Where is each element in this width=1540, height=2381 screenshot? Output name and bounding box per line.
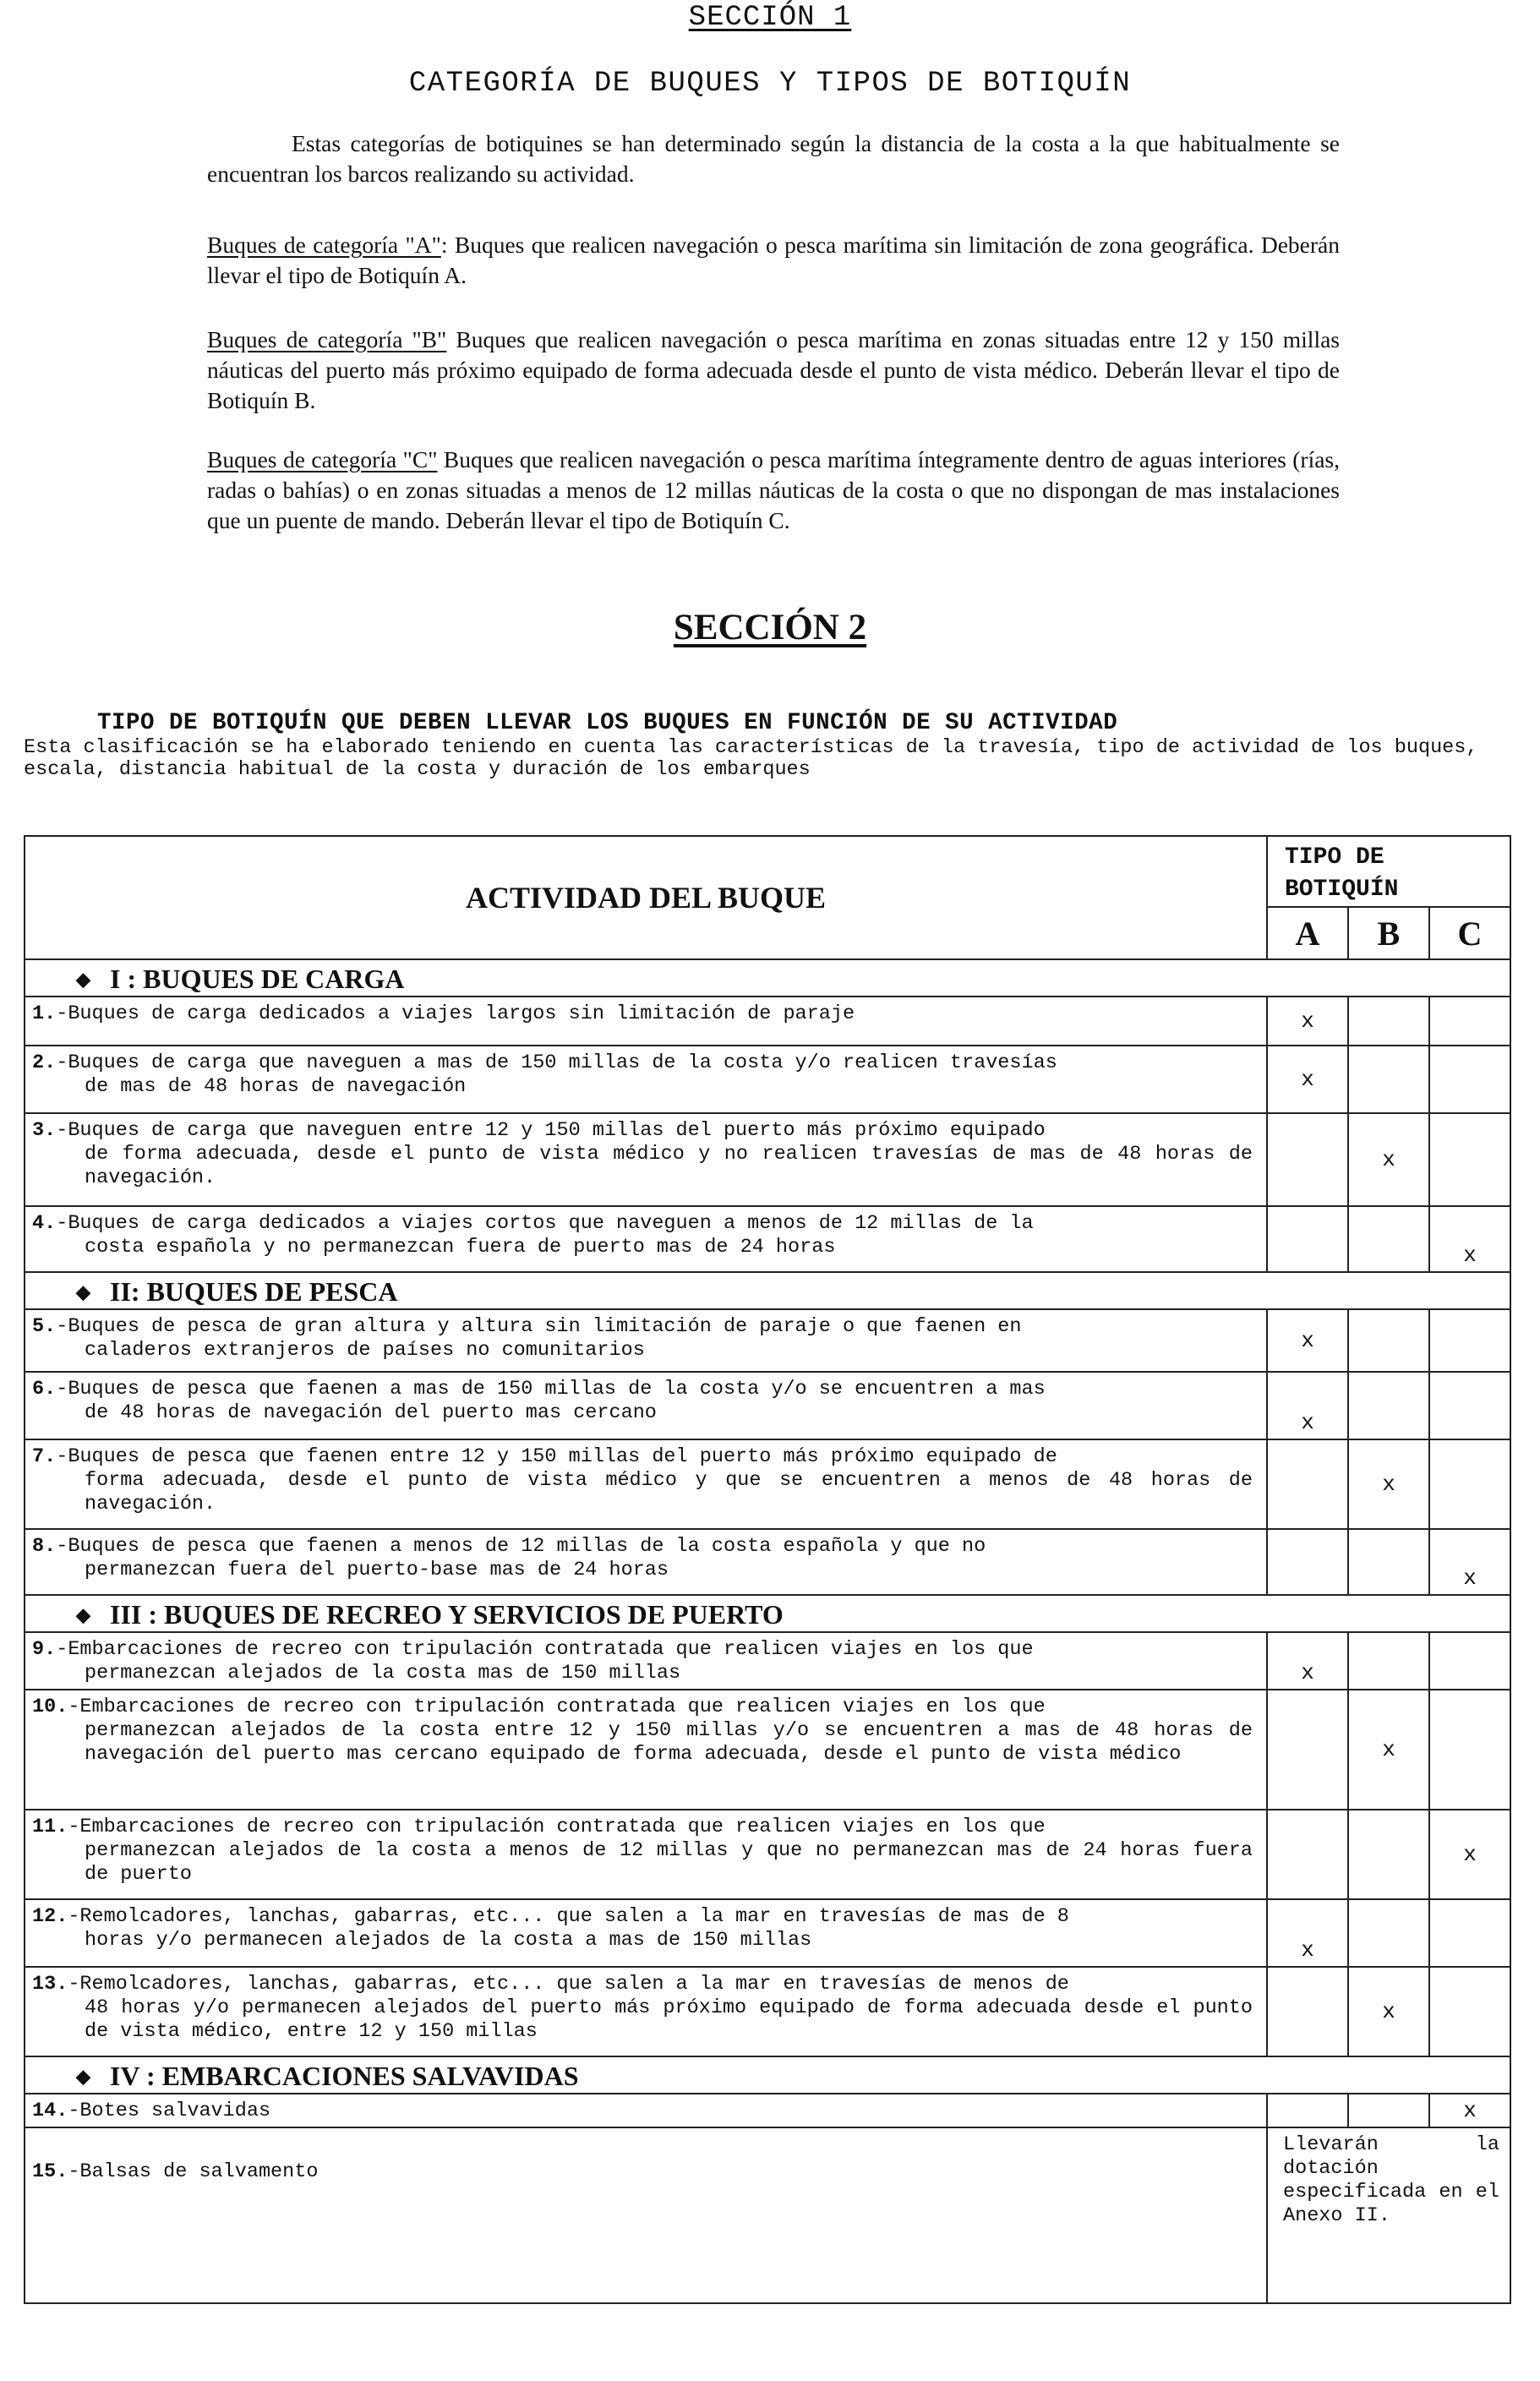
item-number: 14. bbox=[32, 2100, 68, 2122]
item-number: 1. bbox=[32, 1002, 57, 1025]
kit-b-mark bbox=[1348, 1529, 1429, 1595]
kit-a-mark bbox=[1267, 1309, 1348, 1372]
activity-description bbox=[25, 997, 1267, 1046]
item-text-continued: 48 horas y/o permanecen alejados del puerto más próximo equipado de forma adecuada desde el punto de vista médico, entre 12 y 150 millas bbox=[85, 1996, 1253, 2043]
item-number: 4. bbox=[32, 1212, 57, 1235]
activity-description bbox=[25, 1690, 1267, 1810]
item-number: 6. bbox=[32, 1378, 57, 1401]
section1-title: SECCIÓN 1 bbox=[688, 2, 852, 34]
item-text: -Balsas de salvamento bbox=[68, 2160, 319, 2183]
mark-value: x bbox=[1301, 1937, 1314, 1963]
kit-a-mark bbox=[1267, 1632, 1348, 1690]
kit-type-header bbox=[1267, 836, 1510, 907]
item-text-continued: costa española y no permanezcan fuera de puerto mas de 24 horas bbox=[85, 1236, 836, 1259]
kit-b-mark bbox=[1348, 2094, 1429, 2127]
kit-a-mark bbox=[1267, 1439, 1348, 1529]
table-header-row bbox=[25, 836, 1510, 907]
activity-description bbox=[25, 2127, 1267, 2303]
item-text-continued: permanezcan alejados de la costa a menos de 12 millas y que no permanezcan mas de 24 horas fuera de puerto bbox=[85, 1839, 1253, 1886]
category-b-text: Buques que realicen navegación o pesca marítima en zonas situadas entre 12 y 150 millas náuticas del puerto más próximo equipado de forma adecuada desde el punto de vista médico. Deberán llevar el tipo de Botiquín B. bbox=[207, 326, 1340, 413]
item-text: -Buques de pesca que faenen a menos de 12 millas de la costa española y que no bbox=[56, 1535, 986, 1558]
mark-value: x bbox=[1382, 1472, 1395, 1497]
item-number: 8. bbox=[32, 1535, 57, 1558]
activity-description bbox=[25, 1632, 1267, 1690]
activity-description bbox=[25, 1967, 1267, 2056]
section1-subtitle: CATEGORÍA DE BUQUES Y TIPOS DE BOTIQUÍN bbox=[408, 68, 1132, 100]
kit-c-mark bbox=[1429, 1113, 1510, 1206]
kit-b-mark bbox=[1348, 1113, 1429, 1206]
category-c-label: Buques de categoría "C" bbox=[207, 446, 438, 472]
kit-a-mark bbox=[1267, 1113, 1348, 1206]
item-number: 15. bbox=[32, 2160, 68, 2183]
item-text-continued: permanezcan fuera del puerto-base mas de 24 horas bbox=[85, 1559, 669, 1581]
mark-value: x bbox=[1301, 1410, 1314, 1435]
category-row bbox=[25, 1272, 1510, 1309]
item-number: 13. bbox=[32, 1973, 68, 1996]
mark-value: x bbox=[1382, 1999, 1395, 2024]
kit-a-mark bbox=[1267, 1899, 1348, 1967]
item-text: -Buques de pesca que faenen a mas de 150 millas de la costa y/o se encuentren a mas bbox=[56, 1378, 1046, 1401]
section2-heading: TIPO DE BOTIQUÍN QUE DEBEN LLEVAR LOS BUQUES EN FUNCIÓN DE SU ACTIVIDAD bbox=[97, 710, 1118, 736]
item-number: 11. bbox=[32, 1816, 68, 1838]
kit-c-mark bbox=[1429, 1046, 1510, 1113]
mark-value: x bbox=[1463, 1842, 1477, 1867]
item-text: -Remolcadores, lanchas, gabarras, etc... que salen a la mar en travesías de menos de bbox=[68, 1973, 1069, 1996]
category-label bbox=[25, 1272, 1510, 1309]
kit-a-mark bbox=[1267, 1529, 1348, 1595]
kit-c-mark bbox=[1429, 1372, 1510, 1439]
item-text-continued: de mas de 48 horas de navegación bbox=[85, 1075, 467, 1098]
kit-c-mark bbox=[1429, 1899, 1510, 1967]
item-text: -Embarcaciones de recreo con tripulación contratada que realicen viajes en los que bbox=[68, 1696, 1046, 1718]
kit-a-mark bbox=[1267, 1206, 1348, 1272]
diamond-bullet-icon: ◆ bbox=[76, 968, 90, 990]
kit-a-mark bbox=[1267, 2094, 1348, 2127]
mark-value: x bbox=[1301, 1660, 1314, 1685]
activity-description bbox=[25, 1309, 1267, 1372]
item-text: -Remolcadores, lanchas, gabarras, etc... que salen a la mar en travesías de mas de 8 bbox=[68, 1905, 1069, 1928]
diamond-bullet-icon: ◆ bbox=[76, 2065, 90, 2087]
item-number: 3. bbox=[32, 1119, 57, 1142]
item-text: -Botes salvavidas bbox=[68, 2100, 271, 2122]
kit-a-mark bbox=[1267, 1967, 1348, 2056]
item-text-continued: caladeros extranjeros de países no comunitarios bbox=[85, 1339, 645, 1362]
table-row bbox=[25, 1529, 1510, 1595]
activity-description bbox=[25, 1206, 1267, 1272]
column-c-header: C bbox=[1429, 907, 1510, 959]
item-number: 7. bbox=[32, 1445, 57, 1468]
mark-value: x bbox=[1382, 1737, 1395, 1762]
category-label bbox=[25, 959, 1510, 997]
item-text-continued: de forma adecuada, desde el punto de vista médico y no realicen travesías de mas de 48 horas de navegación. bbox=[85, 1143, 1253, 1189]
category-label bbox=[25, 2056, 1510, 2094]
table-row bbox=[25, 1690, 1510, 1810]
kit-a-mark bbox=[1267, 1372, 1348, 1439]
mark-value: x bbox=[1463, 2098, 1477, 2123]
item-number: 9. bbox=[32, 1638, 57, 1661]
category-row bbox=[25, 2056, 1510, 2094]
table-row bbox=[25, 1899, 1510, 1967]
category-label bbox=[25, 1595, 1510, 1632]
kit-c-mark bbox=[1429, 2094, 1510, 2127]
diamond-bullet-icon: ◆ bbox=[76, 1281, 90, 1302]
category-row bbox=[25, 1595, 1510, 1632]
section2-title: SECCIÓN 2 bbox=[673, 608, 867, 647]
kit-c-mark bbox=[1429, 1967, 1510, 2056]
kit-c-mark bbox=[1429, 997, 1510, 1046]
kit-a-mark bbox=[1267, 1810, 1348, 1899]
table-row bbox=[25, 2094, 1510, 2127]
table-row bbox=[25, 1810, 1510, 1899]
category-label-text: IV : EMBARCACIONES SALVAVIDAS bbox=[110, 2060, 579, 2091]
item-text-continued: forma adecuada, desde el punto de vista médico y que se encuentren a menos de 48 horas de navegación. bbox=[85, 1469, 1253, 1515]
mark-value: x bbox=[1301, 1328, 1314, 1353]
table-row bbox=[25, 1967, 1510, 2056]
kit-c-mark bbox=[1429, 1309, 1510, 1372]
category-label-text: II: BUQUES DE PESCA bbox=[110, 1275, 398, 1307]
mark-value: x bbox=[1301, 1067, 1314, 1092]
kit-b-mark bbox=[1348, 997, 1429, 1046]
table-row bbox=[25, 1372, 1510, 1439]
kit-b-mark bbox=[1348, 1372, 1429, 1439]
kit-c-mark bbox=[1429, 1810, 1510, 1899]
mark-value: x bbox=[1382, 1147, 1395, 1172]
activity-description bbox=[25, 1529, 1267, 1595]
table-row bbox=[25, 997, 1510, 1046]
item-text: -Embarcaciones de recreo con tripulación contratada que realicen viajes en los que bbox=[68, 1816, 1046, 1838]
table-row bbox=[25, 1439, 1510, 1529]
category-a-text: : Buques que realicen navegación o pesca marítima sin limitación de zona geográfica. Deberán llevar el tipo de Botiquín A. bbox=[207, 232, 1340, 288]
table-row bbox=[25, 2127, 1510, 2303]
category-row bbox=[25, 959, 1510, 997]
activity-description bbox=[25, 1899, 1267, 1967]
item-text-continued: permanezcan alejados de la costa mas de 150 millas bbox=[85, 1662, 681, 1685]
kit-b-mark bbox=[1348, 1632, 1429, 1690]
activity-description bbox=[25, 1113, 1267, 1206]
kit-a-mark bbox=[1267, 997, 1348, 1046]
section2-intro: Esta clasificación se ha elaborado teniendo en cuenta las características de la travesía, tipo de actividad de los buques, escala, distancia habitual de la costa y duración de los embarques bbox=[24, 736, 1478, 781]
category-c-text: Buques que realicen navegación o pesca marítima íntegramente dentro de aguas interiores (rías, radas o bahías) o en zonas situadas a menos de 12 millas náuticas de la costa o que no dispongan de mas instalaciones que un puente de mando. Deberán llevar el tipo de Botiquín C. bbox=[207, 446, 1340, 533]
activity-description bbox=[25, 1810, 1267, 1899]
kit-c-mark bbox=[1429, 1206, 1510, 1272]
column-b-header: B bbox=[1348, 907, 1429, 959]
category-label-text: I : BUQUES DE CARGA bbox=[110, 963, 405, 994]
kit-b-mark bbox=[1348, 1690, 1429, 1810]
table-row bbox=[25, 1113, 1510, 1206]
mark-value: x bbox=[1463, 1565, 1477, 1591]
item-text-continued: permanezcan alejados de la costa entre 12 y 150 millas y/o se encuentren a mas de 48 horas de navegación del puerto mas cercano equipado de forma adecuada, desde el punto de vista médico bbox=[85, 1719, 1253, 1766]
activity-kit-table bbox=[24, 835, 1511, 2304]
activity-description bbox=[25, 1046, 1267, 1113]
item-text: -Buques de carga dedicados a viajes largos sin limitación de paraje bbox=[56, 1002, 855, 1025]
item-number: 12. bbox=[32, 1905, 68, 1928]
category-b-label: Buques de categoría "B" bbox=[207, 326, 447, 352]
mark-value: x bbox=[1301, 1008, 1314, 1034]
category-a-paragraph bbox=[207, 230, 1340, 291]
item-text: -Buques de carga que naveguen entre 12 y 150 millas del puerto más próximo equipado bbox=[56, 1119, 1046, 1142]
category-label-text: III : BUQUES DE RECREO Y SERVICIOS DE PUERTO bbox=[110, 1598, 784, 1630]
item-number: 2. bbox=[32, 1051, 57, 1074]
kit-b-mark bbox=[1348, 1046, 1429, 1113]
kit-type-line1: TIPO DE bbox=[1285, 844, 1384, 871]
item-text: -Buques de carga que naveguen a mas de 150 millas de la costa y/o realicen travesías bbox=[56, 1051, 1057, 1074]
category-c-paragraph bbox=[207, 445, 1340, 536]
kit-a-mark bbox=[1267, 1046, 1348, 1113]
kit-a-mark bbox=[1267, 1690, 1348, 1810]
kit-b-mark bbox=[1348, 1439, 1429, 1529]
table-row bbox=[25, 1046, 1510, 1113]
section1-intro: Estas categorías de botiquines se han determinado según la distancia de la costa a la que habitualmente se encuentran los barcos realizando su actividad. bbox=[207, 130, 1340, 187]
table-row bbox=[25, 1309, 1510, 1372]
kit-c-mark bbox=[1429, 1439, 1510, 1529]
item-number: 5. bbox=[32, 1315, 57, 1338]
activity-column-header: ACTIVIDAD DEL BUQUE bbox=[25, 836, 1267, 959]
activity-description bbox=[25, 2094, 1267, 2127]
category-a-label: Buques de categoría "A" bbox=[207, 232, 441, 258]
kit-c-mark bbox=[1429, 1632, 1510, 1690]
item-text-continued: horas y/o permanecen alejados de la costa a mas de 150 millas bbox=[85, 1929, 812, 1952]
kit-b-mark bbox=[1348, 1967, 1429, 2056]
item-text: -Buques de pesca de gran altura y altura sin limitación de paraje o que faenen en bbox=[56, 1315, 1022, 1338]
column-a-header: A bbox=[1267, 907, 1348, 959]
kit-type-line2: BOTIQUÍN bbox=[1285, 876, 1399, 903]
activity-description bbox=[25, 1439, 1267, 1529]
activity-description bbox=[25, 1372, 1267, 1439]
item-text: -Buques de carga dedicados a viajes cortos que naveguen a menos de 12 millas de la bbox=[56, 1212, 1034, 1235]
kit-note: Llevarán la dotación especificada en el Anexo II. bbox=[1267, 2127, 1510, 2303]
item-text: -Buques de pesca que faenen entre 12 y 150 millas del puerto más próximo equipado de bbox=[56, 1445, 1057, 1468]
kit-c-mark bbox=[1429, 1529, 1510, 1595]
kit-b-mark bbox=[1348, 1309, 1429, 1372]
table-row bbox=[25, 1206, 1510, 1272]
item-text-continued: de 48 horas de navegación del puerto mas cercano bbox=[85, 1401, 657, 1424]
kit-b-mark bbox=[1348, 1899, 1429, 1967]
kit-c-mark bbox=[1429, 1690, 1510, 1810]
mark-value: x bbox=[1463, 1242, 1477, 1268]
kit-b-mark bbox=[1348, 1206, 1429, 1272]
item-text: -Embarcaciones de recreo con tripulación contratada que realicen viajes en los que bbox=[56, 1638, 1034, 1661]
kit-b-mark bbox=[1348, 1810, 1429, 1899]
diamond-bullet-icon: ◆ bbox=[76, 1603, 90, 1625]
table-row bbox=[25, 1632, 1510, 1690]
item-number: 10. bbox=[32, 1696, 68, 1718]
category-b-paragraph bbox=[207, 325, 1340, 416]
